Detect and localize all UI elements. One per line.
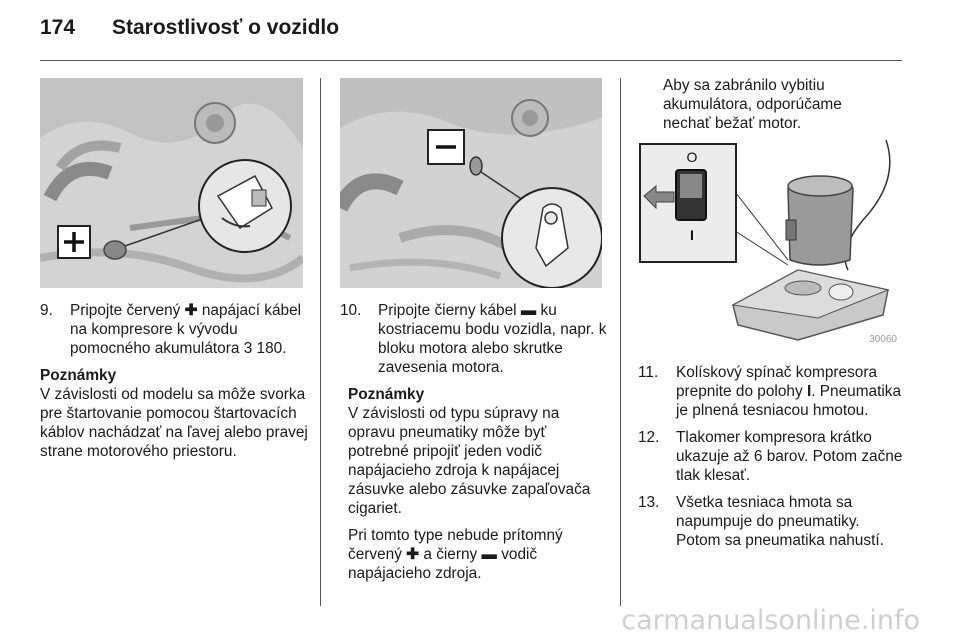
step-text: . Pneumatika je plnená tesniacou hmotou.	[676, 383, 902, 419]
note-block	[340, 385, 608, 583]
step-9	[40, 301, 308, 358]
step-number: 11.	[638, 364, 659, 381]
note-text: V závislosti od typu súpravy na opravu pneumatiky môže byť potrebné pripojiť jeden vodič napájacieho zdroja k napájacej zásuvke alebo zásuvke zapaľovača cigariet.	[348, 405, 591, 517]
switch-position: I	[806, 383, 812, 400]
figure-ground-point	[340, 78, 602, 288]
paragraph-text: a čierny	[423, 546, 478, 563]
paragraph-text: vodič napájacieho zdroja.	[348, 546, 538, 582]
plus-icon: ✚	[406, 546, 420, 563]
step-number: 12.	[638, 429, 660, 446]
switch-label-off: O	[686, 149, 698, 165]
step-text: napájací kábel na kompresore k vývodu pomocného akumulátora	[70, 302, 302, 357]
page-reference: 3 180.	[243, 340, 287, 357]
plus-icon: ✚	[184, 302, 198, 319]
page-header	[40, 16, 339, 40]
step-11	[638, 363, 908, 420]
page-number: 174	[40, 16, 76, 39]
figure-number: 30060	[869, 334, 897, 345]
column-divider-2	[620, 78, 621, 606]
figure-compressor-switch	[638, 140, 901, 347]
step-number: 9.	[40, 302, 53, 319]
column-2-text	[340, 301, 608, 591]
step-text: Pripojte čierny kábel	[378, 302, 517, 319]
step-text: Tlakomer kompresora krátko ukazuje až 6 barov. Potom začne tlak klesať.	[676, 429, 903, 484]
switch-label-on: I	[690, 227, 694, 243]
note-paragraph	[348, 526, 608, 583]
step-text: Kolískový spínač kompresora prepnite do polohy	[676, 364, 878, 400]
note-heading: Poznámky	[348, 386, 425, 403]
column-3-steps	[638, 363, 908, 558]
step-12	[638, 428, 908, 485]
minus-icon: ▬	[520, 302, 537, 319]
note-heading: Poznámky	[40, 367, 117, 384]
step-text: ku kostriacemu bodu vozidla, napr. k bloku motora alebo skrutke zavesenia motora.	[378, 302, 607, 376]
step-10	[340, 301, 608, 377]
column-1-text	[40, 301, 308, 469]
step-13	[638, 493, 908, 550]
figure-positive-terminal	[40, 78, 303, 288]
column-3-intro: Aby sa zabránilo vybitiu akumulátora, odporúčame nechať bežať motor.	[663, 77, 842, 132]
column-divider-1	[320, 78, 321, 606]
header-rule	[40, 60, 902, 61]
watermark: carmanualsonline.info	[621, 605, 920, 636]
note-text: V závislosti od modelu sa môže svorka pre štartovanie pomocou štartovacích káblov nachádzať na ľavej alebo pravej strane motorového priestoru.	[40, 386, 308, 460]
step-text: Všetka tesniaca hmota sa napumpuje do pneumatiky. Potom sa pneumatika nahustí.	[676, 494, 884, 549]
minus-icon: ▬	[481, 546, 497, 563]
step-text: Pripojte červený	[70, 302, 181, 319]
paragraph-text: Pri tomto type nebude prítomný červený	[348, 527, 563, 563]
page-title: Starostlivosť o vozidlo	[112, 16, 340, 39]
step-number: 13.	[638, 494, 660, 511]
step-number: 10.	[340, 302, 362, 319]
